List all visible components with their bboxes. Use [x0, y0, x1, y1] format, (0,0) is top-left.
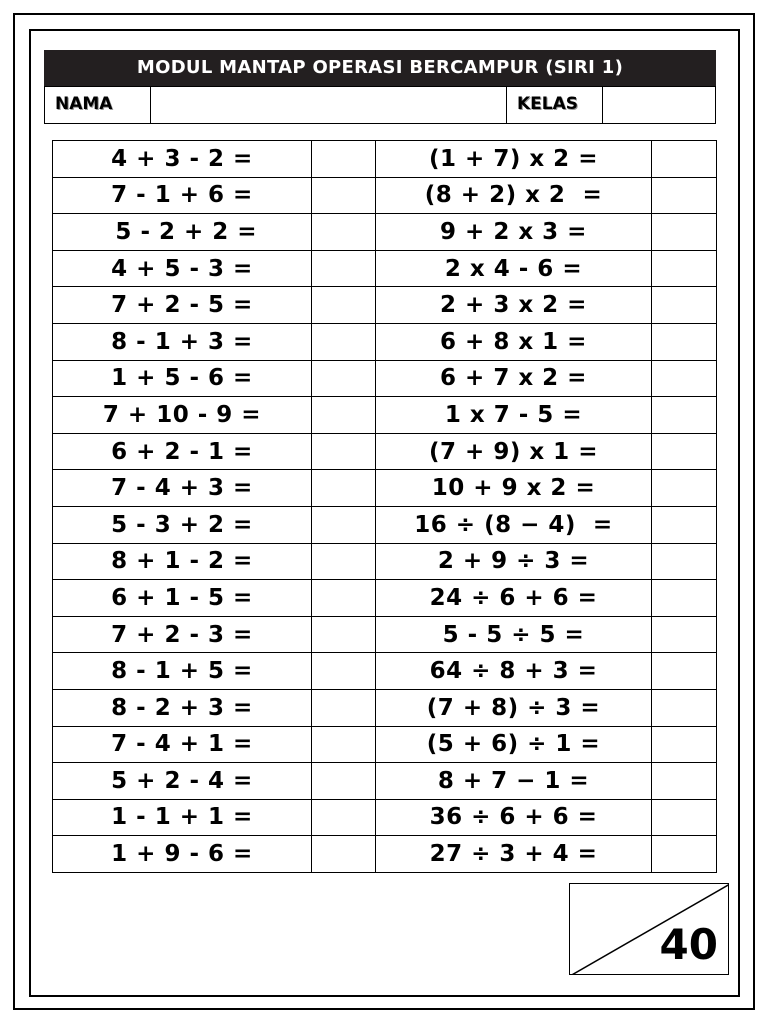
- right-question: 27 ÷ 3 + 4 =: [376, 836, 652, 873]
- question-row: [53, 360, 717, 397]
- left-question: 7 + 2 - 3 =: [53, 616, 312, 653]
- left-answer-box[interactable]: [312, 433, 376, 470]
- right-answer-box[interactable]: [652, 580, 717, 617]
- question-row: [53, 287, 717, 324]
- right-answer-box[interactable]: [652, 250, 717, 287]
- left-answer-box[interactable]: [312, 836, 376, 873]
- left-answer-box[interactable]: [312, 397, 376, 434]
- left-answer-box[interactable]: [312, 543, 376, 580]
- left-answer-box[interactable]: [312, 799, 376, 836]
- right-answer-box[interactable]: [652, 653, 717, 690]
- right-answer-box[interactable]: [652, 543, 717, 580]
- question-row: [53, 580, 717, 617]
- right-question: (8 + 2) x 2 =: [376, 177, 652, 214]
- question-row: [53, 543, 717, 580]
- right-question: 16 ÷ (8 − 4) =: [376, 506, 652, 543]
- left-question: 6 + 2 - 1 =: [53, 433, 312, 470]
- left-answer-box[interactable]: [312, 580, 376, 617]
- left-question: 5 + 2 - 4 =: [53, 763, 312, 800]
- left-answer-box[interactable]: [312, 726, 376, 763]
- right-answer-box[interactable]: [652, 799, 717, 836]
- left-answer-box[interactable]: [312, 141, 376, 178]
- question-row: [53, 214, 717, 251]
- left-answer-box[interactable]: [312, 177, 376, 214]
- left-answer-box[interactable]: [312, 506, 376, 543]
- left-answer-box[interactable]: [312, 689, 376, 726]
- name-label: NAMA: [45, 87, 151, 123]
- right-answer-box[interactable]: [652, 141, 717, 178]
- left-answer-box[interactable]: [312, 323, 376, 360]
- left-question: 1 - 1 + 1 =: [53, 799, 312, 836]
- question-row: [53, 141, 717, 178]
- left-question: 5 - 2 + 2 =: [53, 214, 312, 251]
- question-row: [53, 433, 717, 470]
- question-row: [53, 397, 717, 434]
- question-row: [53, 726, 717, 763]
- left-question: 7 + 10 - 9 =: [53, 397, 312, 434]
- left-question: 8 - 2 + 3 =: [53, 689, 312, 726]
- right-question: 2 + 9 ÷ 3 =: [376, 543, 652, 580]
- left-answer-box[interactable]: [312, 653, 376, 690]
- left-answer-box[interactable]: [312, 360, 376, 397]
- score-box: [569, 883, 729, 975]
- question-row: [53, 177, 717, 214]
- right-question: 6 + 8 x 1 =: [376, 323, 652, 360]
- left-question: 1 + 9 - 6 =: [53, 836, 312, 873]
- left-question: 5 - 3 + 2 =: [53, 506, 312, 543]
- class-field[interactable]: [603, 87, 715, 123]
- left-question: 8 + 1 - 2 =: [53, 543, 312, 580]
- question-row: [53, 323, 717, 360]
- left-question: 4 + 3 - 2 =: [53, 141, 312, 178]
- left-answer-box[interactable]: [312, 763, 376, 800]
- left-answer-box[interactable]: [312, 470, 376, 507]
- score-total: 40: [659, 920, 718, 969]
- right-answer-box[interactable]: [652, 689, 717, 726]
- right-question: 6 + 7 x 2 =: [376, 360, 652, 397]
- right-answer-box[interactable]: [652, 433, 717, 470]
- right-answer-box[interactable]: [652, 470, 717, 507]
- right-question: 1 x 7 - 5 =: [376, 397, 652, 434]
- right-answer-box[interactable]: [652, 323, 717, 360]
- question-table: [52, 140, 717, 873]
- question-row: [53, 506, 717, 543]
- question-row: [53, 250, 717, 287]
- left-answer-box[interactable]: [312, 616, 376, 653]
- right-question: 8 + 7 − 1 =: [376, 763, 652, 800]
- question-row: [53, 799, 717, 836]
- right-answer-box[interactable]: [652, 726, 717, 763]
- left-answer-box[interactable]: [312, 214, 376, 251]
- right-question: (1 + 7) x 2 =: [376, 141, 652, 178]
- student-info-row: [44, 86, 716, 124]
- class-label: KELAS: [507, 87, 603, 123]
- question-row: [53, 653, 717, 690]
- right-question: 2 x 4 - 6 =: [376, 250, 652, 287]
- right-answer-box[interactable]: [652, 506, 717, 543]
- question-row: [53, 836, 717, 873]
- left-question: 6 + 1 - 5 =: [53, 580, 312, 617]
- question-row: [53, 689, 717, 726]
- right-answer-box[interactable]: [652, 214, 717, 251]
- right-answer-box[interactable]: [652, 287, 717, 324]
- left-question: 7 - 1 + 6 =: [53, 177, 312, 214]
- left-answer-box[interactable]: [312, 287, 376, 324]
- left-question: 8 - 1 + 5 =: [53, 653, 312, 690]
- right-question: (7 + 9) x 1 =: [376, 433, 652, 470]
- right-question: (5 + 6) ÷ 1 =: [376, 726, 652, 763]
- left-answer-box[interactable]: [312, 250, 376, 287]
- left-question: 7 + 2 - 5 =: [53, 287, 312, 324]
- right-answer-box[interactable]: [652, 397, 717, 434]
- right-question: 24 ÷ 6 + 6 =: [376, 580, 652, 617]
- name-field[interactable]: [151, 87, 507, 123]
- right-question: (7 + 8) ÷ 3 =: [376, 689, 652, 726]
- right-question: 2 + 3 x 2 =: [376, 287, 652, 324]
- question-row: [53, 763, 717, 800]
- right-question: 64 ÷ 8 + 3 =: [376, 653, 652, 690]
- left-question: 1 + 5 - 6 =: [53, 360, 312, 397]
- left-question: 7 - 4 + 3 =: [53, 470, 312, 507]
- worksheet-title: MODUL MANTAP OPERASI BERCAMPUR (SIRI 1): [44, 50, 716, 86]
- left-question: 8 - 1 + 3 =: [53, 323, 312, 360]
- right-question: 9 + 2 x 3 =: [376, 214, 652, 251]
- right-question: 36 ÷ 6 + 6 =: [376, 799, 652, 836]
- right-answer-box[interactable]: [652, 616, 717, 653]
- right-answer-box[interactable]: [652, 360, 717, 397]
- right-answer-box[interactable]: [652, 836, 717, 873]
- left-question: 7 - 4 + 1 =: [53, 726, 312, 763]
- left-question: 4 + 5 - 3 =: [53, 250, 312, 287]
- question-row: [53, 470, 717, 507]
- question-row: [53, 616, 717, 653]
- right-answer-box[interactable]: [652, 177, 717, 214]
- right-question: 5 - 5 ÷ 5 =: [376, 616, 652, 653]
- right-question: 10 + 9 x 2 =: [376, 470, 652, 507]
- right-answer-box[interactable]: [652, 763, 717, 800]
